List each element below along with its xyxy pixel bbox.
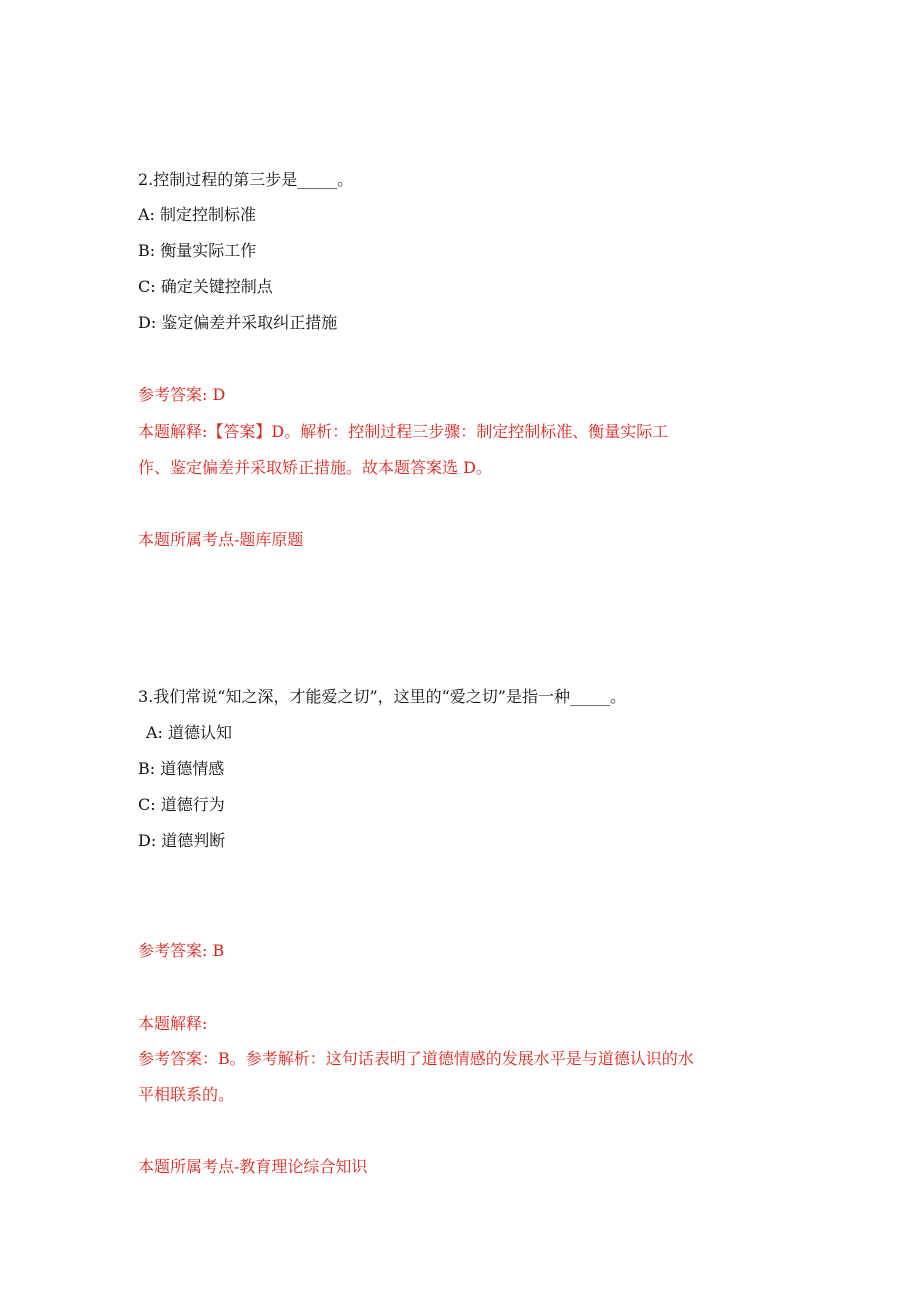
question-3-topic: 本题所属考点-教育理论综合知识 <box>138 1157 368 1176</box>
question-2-option-b: B: 衡量实际工作 <box>138 241 257 260</box>
question-3-option-b: B: 道德情感 <box>138 759 225 778</box>
question-3-explanation-line-1: 参考答案：B。参考解析：这句话表明了道德情感的发展水平是与道德认识的水 <box>138 1049 694 1068</box>
question-2-answer: 参考答案: D <box>138 385 226 404</box>
question-2-topic: 本题所属考点-题库原题 <box>138 530 304 549</box>
question-3-explanation-label: 本题解释: <box>138 1014 208 1033</box>
question-2-stem: 2.控制过程的第三步是_____。 <box>138 170 354 189</box>
question-2-explanation-line-2: 作、鉴定偏差并采取矫正措施。故本题答案选 D。 <box>138 458 492 477</box>
question-3-option-d: D: 道德判断 <box>138 831 226 850</box>
question-3-explanation-line-2: 平相联系的。 <box>138 1085 235 1104</box>
question-3-option-a: A: 道德认知 <box>146 723 233 742</box>
question-2-option-a: A: 制定控制标准 <box>138 205 257 224</box>
question-2-option-d: D: 鉴定偏差并采取纠正措施 <box>138 313 338 332</box>
question-3-answer: 参考答案: B <box>138 941 225 960</box>
question-2-option-c: C: 确定关键控制点 <box>138 277 273 296</box>
question-3-stem: 3.我们常说“知之深，才能爱之切”，这里的“爱之切”是指一种_____。 <box>138 687 626 706</box>
question-2-explanation-line-1: 本题解释:【答案】D。解析：控制过程三步骤：制定控制标准、衡量实际工 <box>138 422 669 441</box>
question-3-option-c: C: 道德行为 <box>138 795 225 814</box>
